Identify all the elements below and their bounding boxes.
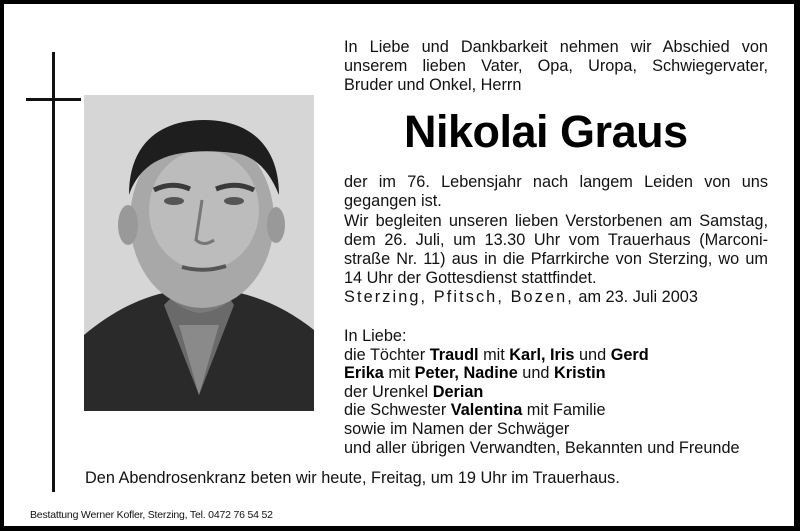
mourner-line [344, 364, 740, 383]
mourner-name: Kristin [553, 364, 606, 383]
portrait-photo [84, 95, 314, 411]
mourner-line [344, 439, 740, 458]
mourner-text: sowie im Namen der Schwäger [344, 419, 570, 438]
cross-icon-horizontal [26, 98, 81, 101]
place-date-line [344, 288, 698, 307]
mourner-text: die Töchter [344, 345, 430, 364]
mourner-line [344, 420, 740, 439]
intro-line: In Liebe und Dankbarkeit nehmen wir Abschied von [344, 38, 768, 56]
mourner-text: und aller übrigen Verwandten, Bekannten und Freunde [344, 438, 740, 457]
mourner-line [344, 401, 740, 420]
details-line: gegangen ist. [344, 192, 442, 210]
mourners-heading: In Liebe: [344, 327, 407, 345]
mourner-name: Derian [432, 382, 484, 401]
cross-icon-vertical [52, 52, 55, 492]
mourner-line [344, 383, 740, 402]
undertaker-footer: Bestattung Werner Kofler, Sterzing, Tel. 0472 76 54 52 [30, 509, 273, 521]
intro-text [344, 38, 768, 95]
mourner-text: mit [478, 345, 510, 364]
details-line: straße Nr. 11) aus in die Pfarrkirche von Sterzing, wo um [344, 250, 768, 268]
mourner-text: mit Familie [522, 401, 606, 420]
mourner-name: Peter, Nadine [414, 364, 518, 383]
mourner-text: und [574, 345, 611, 364]
rosary-announcement: Den Abendrosenkranz beten wir heute, Freitag, um 19 Uhr im Trauerhaus. [85, 469, 620, 487]
mourner-name: Valentina [450, 401, 523, 420]
intro-line: unserem lieben Vater, Opa, Uropa, Schwiegervater, [344, 57, 768, 75]
mourner-text: und [517, 364, 554, 383]
intro-line: Bruder und Onkel, Herrn [344, 76, 522, 94]
mourner-name: Karl, Iris [509, 345, 575, 364]
details-line: Wir begleiten unseren lieben Verstorbenen am Samstag, [344, 212, 768, 230]
mourner-name: Gerd [610, 345, 649, 364]
mourner-text: die Schwester [344, 401, 451, 420]
mourner-name: Traudl [429, 345, 479, 364]
details-text [344, 173, 768, 288]
portrait-illustration [84, 95, 314, 411]
mourner-name: Erika [344, 364, 384, 383]
place-date: am 23. Juli 2003 [573, 288, 698, 306]
mourners-list [344, 327, 740, 457]
mourner-text: der Urenkel [344, 382, 433, 401]
details-line: dem 26. Juli, um 13.30 Uhr vom Trauerhaus (Marconi- [344, 231, 768, 249]
place-towns: Sterzing, Pfitsch, Bozen, [344, 288, 574, 306]
deceased-name: Nikolai Graus [404, 106, 688, 157]
mourner-line [344, 346, 740, 365]
mourner-text: mit [383, 364, 415, 383]
details-line: der im 76. Lebensjahr nach langem Leiden von uns [344, 173, 768, 191]
details-line: 14 Uhr der Gottesdienst stattfindet. [344, 269, 597, 287]
